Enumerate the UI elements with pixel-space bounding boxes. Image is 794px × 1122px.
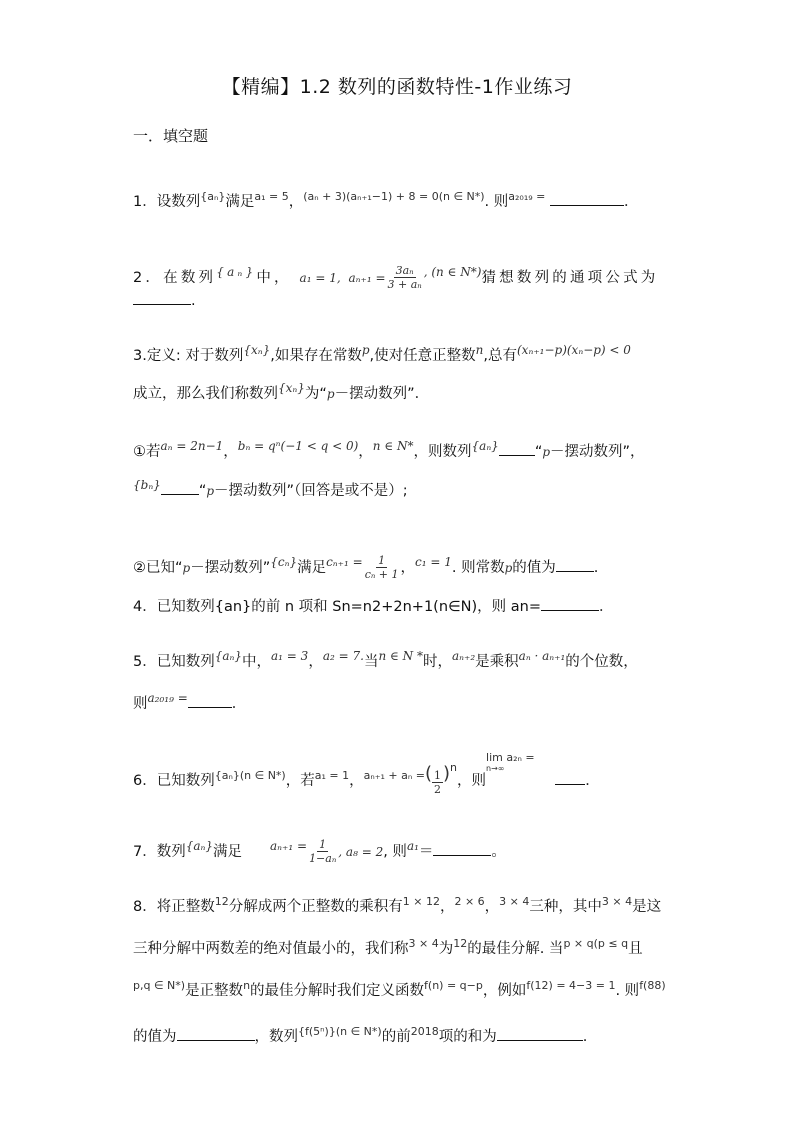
- q2-text: 2．在数列: [133, 269, 217, 286]
- q3-text: 的值为: [512, 559, 556, 576]
- q3-text: “: [534, 443, 543, 460]
- q3-text: 成立，那么我们称数列: [133, 385, 278, 402]
- q8-formula: 2 × 6: [454, 895, 485, 908]
- q6-text: 6．已知数列: [133, 772, 215, 789]
- q7-formula: , a₈ = 2: [338, 844, 384, 859]
- q7-formula: a₁: [406, 839, 419, 853]
- q6-formula: a₁ = 1: [314, 769, 350, 782]
- q3-formula: {xₙ}: [278, 381, 305, 395]
- q6-formula: {aₙ}: [214, 769, 240, 782]
- q8-formula: {f(5ⁿ)}(n ∈ N*): [298, 1025, 382, 1038]
- q3-formula: n ∈ N*: [372, 439, 414, 453]
- question-5-line-1: [133, 646, 638, 672]
- q3-text: ,使对任意正整数: [369, 347, 476, 364]
- q5-text: 则: [133, 695, 148, 712]
- q8-formula: f(88): [639, 979, 666, 992]
- q4-text: ．: [598, 599, 614, 615]
- q3-formula: p: [206, 483, 215, 498]
- q1-formula-seq: {aₙ}: [200, 190, 226, 203]
- q7-fraction-denominator: 1−aₙ: [309, 852, 337, 866]
- answer-blank-q4[interactable]: [541, 596, 599, 611]
- q6-fraction-denominator: 2: [434, 783, 441, 796]
- q8-formula: 3 × 4: [408, 937, 439, 950]
- q2-formula-seq: {aₙ}: [216, 265, 257, 279]
- q6-fraction: [432, 769, 443, 796]
- q8-formula: 12: [453, 937, 468, 950]
- q5-text: ．: [231, 695, 247, 712]
- q3-formula: {bₙ}: [133, 478, 161, 492]
- q5-text: 的个位数，: [565, 653, 638, 670]
- q3-text: “: [198, 482, 207, 499]
- q2-text: .: [191, 293, 196, 309]
- q2-formula-recurrence: aₙ₊₁ =: [348, 270, 386, 285]
- q3-formula: p: [504, 560, 513, 575]
- question-3-part-1: [133, 436, 645, 462]
- q5-formula: a₁ = 3: [271, 649, 309, 663]
- q8-text: 的前: [381, 1028, 411, 1045]
- answer-blank-q3-c[interactable]: [556, 557, 594, 572]
- q3-formula: aₙ = 2n−1: [160, 439, 224, 453]
- q8-text: 是这: [632, 898, 662, 915]
- q2-formula-a1: a₁ = 1,: [299, 270, 341, 285]
- q6-formula: (n ∈ N*): [239, 769, 286, 782]
- q3-text: ，: [358, 443, 373, 460]
- q2-fraction-numerator: 3aₙ: [395, 264, 414, 278]
- q8-text: 为: [438, 940, 454, 957]
- q8-text: 项的和为: [438, 1028, 497, 1045]
- q3-text: －摆动数列”（回答是或不是）;: [214, 482, 408, 499]
- q7-text: 7．数列: [133, 843, 186, 860]
- q7-fraction-numerator: 1: [319, 838, 327, 852]
- q1-formula-recurrence: (aₙ + 3)(aₙ₊₁−1) + 8 = 0(n ∈ N*): [303, 190, 485, 203]
- q1-formula-target: a₂₀₁₉ =: [508, 190, 546, 203]
- q3-text: －摆动数列”．: [334, 385, 430, 402]
- question-3-line-2: [133, 378, 429, 404]
- q3-text: 为“: [304, 385, 327, 402]
- q1-text: ，: [288, 193, 304, 210]
- q3-text: －摆动数列”，: [550, 443, 645, 460]
- q3-formula: {xₙ}: [243, 343, 271, 357]
- q8-formula: f(12) = 4−3 = 1: [526, 979, 616, 992]
- q8-text: 的最佳分解. 当: [467, 940, 564, 957]
- q8-text: 8．将正整数: [133, 898, 215, 915]
- q6-formula: aₙ₊₁ + aₙ =: [363, 769, 425, 782]
- q3-text: ，: [223, 443, 238, 460]
- q6-formula-limit-sub: n→∞: [486, 764, 505, 773]
- answer-blank-q6[interactable]: [555, 770, 585, 785]
- q8-text: 三种分解中两数差的绝对值最小的，我们称: [133, 940, 409, 957]
- question-6: 6．已知数列$^{\{a_n\}(n \in N*)}$，若$^{a_1 = 1}$，$^{a_{n+1} + a_n =}$( $\frac{1}{2}$ )$^n$，则 lim a₂ₙ = n→∞ ．: [133, 751, 600, 796]
- q6-formula: n: [450, 761, 458, 774]
- q3-text: .: [593, 559, 599, 576]
- q3-fraction-denominator: cₙ + 1: [364, 568, 399, 582]
- question-3-part-2: [133, 552, 598, 581]
- q6-formula-limit: lim a₂ₙ =: [486, 751, 535, 764]
- q6-limit: [486, 752, 535, 774]
- q3-text: ，则数列: [413, 443, 472, 460]
- q3-formula-condition: (xₙ₊₁−p)(xₙ−p) < 0: [517, 343, 631, 357]
- q3-formula: {cₙ}: [270, 555, 298, 569]
- q8-formula: 3 × 4: [601, 895, 633, 908]
- q2-text: 猜想数列的通项公式为: [481, 269, 659, 286]
- q3-fraction: [363, 554, 401, 581]
- q7-fraction: [307, 838, 338, 865]
- question-8-line-4: [133, 1022, 587, 1047]
- q5-formula: a₂₀₁₉ =: [147, 691, 188, 705]
- q1-text: 满足: [225, 193, 255, 210]
- q3-text: . 则常数: [451, 559, 505, 576]
- q3-text: ,总有: [483, 347, 517, 364]
- q3-text: ②已知“: [133, 559, 183, 576]
- q5-text: 5．已知数列: [133, 653, 215, 670]
- q8-text: ，: [439, 898, 455, 915]
- q8-text: ，例如: [482, 982, 527, 999]
- answer-blank-q1[interactable]: [550, 191, 624, 206]
- q1-text: . 则: [484, 193, 509, 210]
- q8-text: 三种，其中: [529, 898, 602, 915]
- q3-text: 3.定义: 对于数列: [133, 347, 244, 364]
- answer-blank-q3-a[interactable]: [499, 441, 535, 456]
- q6-text: ，若: [285, 772, 315, 789]
- question-3-part-1b: [133, 475, 408, 501]
- q4-text: 4．已知数列{an}的前 n 项和 Sn=n2+2n+1(n∈N)，则 an=: [133, 599, 541, 615]
- q5-text: 中，: [242, 653, 272, 670]
- q5-text: 时，: [423, 653, 452, 670]
- q8-formula: f(n) = q−p: [424, 979, 483, 992]
- q7-formula: {aₙ}: [185, 839, 214, 853]
- q3-text: ①若: [133, 443, 161, 460]
- q6-text: ，则: [457, 772, 487, 789]
- q3-fraction-numerator: 1: [378, 554, 386, 568]
- q8-formula: 3 × 4: [499, 895, 530, 908]
- q3-formula: p: [182, 560, 191, 575]
- q1-text: 1．设数列: [133, 193, 201, 210]
- q7-text: , 则: [383, 843, 407, 860]
- q8-text: 分解成两个正整数的乘积有: [228, 898, 403, 915]
- q8-text: 是正整数: [185, 982, 244, 999]
- q3-text: 满足: [297, 559, 327, 576]
- q6-text: ．: [585, 772, 600, 789]
- q8-formula: p × q(p ≤ q: [563, 937, 629, 950]
- q7-text: 。: [491, 843, 506, 860]
- q5-formula: {aₙ}: [214, 649, 243, 663]
- section-heading: 一．填空题: [133, 127, 209, 145]
- q8-text: 的最佳分解时我们定义函数: [250, 982, 425, 999]
- q2-fraction-denominator: 3 + aₙ: [387, 278, 422, 292]
- question-8-line-2: [133, 934, 643, 959]
- q8-formula: 2018: [410, 1025, 439, 1038]
- q5-formula: aₙ · aₙ₊₁: [518, 649, 566, 663]
- q8-text: ，数列: [254, 1028, 298, 1045]
- q8-text: .: [582, 1028, 588, 1045]
- question-2: [133, 262, 658, 291]
- q3-text: －摆动数列”: [190, 559, 271, 576]
- q8-text: ，: [484, 898, 500, 915]
- q2-text: 中，: [256, 269, 292, 286]
- q6-text: ，: [349, 772, 364, 789]
- answer-blank-q8-b[interactable]: [497, 1026, 583, 1041]
- answer-blank-q7[interactable]: [433, 841, 491, 856]
- question-1: [133, 187, 638, 212]
- q7-formula: aₙ₊₁ =: [270, 839, 308, 853]
- q2-fraction: [386, 264, 424, 291]
- q3-formula: bₙ = qⁿ(−1 < q < 0): [237, 439, 359, 453]
- q8-text: 的值为: [133, 1028, 177, 1045]
- q5-formula: aₙ₊₂: [452, 649, 476, 663]
- q3-formula: p: [542, 444, 551, 459]
- q3-formula: p: [326, 386, 335, 401]
- q5-formula: n ∈ N *: [378, 649, 423, 663]
- q8-text: 且: [628, 940, 643, 957]
- q3-text: ，: [400, 559, 416, 576]
- q3-formula: cₙ₊₁ =: [326, 555, 363, 569]
- q7-text: ＝: [418, 843, 434, 860]
- q8-text: . 则: [615, 982, 640, 999]
- question-4: [133, 596, 613, 617]
- question-8-line-3: [133, 976, 666, 1001]
- q5-text: ，: [308, 653, 323, 670]
- question-3-line-1: [133, 340, 631, 366]
- q3-formula: {aₙ}: [471, 439, 499, 453]
- question-2-answer-line: [133, 290, 196, 311]
- q5-text: 是乘积: [475, 653, 519, 670]
- question-5-line-2: [133, 688, 246, 714]
- answer-blank-q2[interactable]: [133, 290, 191, 305]
- q1-text: ．: [623, 193, 639, 210]
- answer-blank-q5[interactable]: [188, 693, 232, 708]
- q1-formula-a1: a₁ = 5: [254, 190, 289, 203]
- q3-formula: c₁ = 1: [415, 555, 452, 569]
- question-7: [133, 836, 506, 865]
- question-8-line-1: [133, 892, 661, 917]
- answer-blank-q3-b[interactable]: [161, 480, 199, 495]
- q6-fraction-numerator: 1: [434, 769, 441, 782]
- q8-formula: 12: [214, 895, 229, 908]
- q2-formula-domain: , (n ∈ N*): [423, 265, 482, 279]
- q7-text: 满足: [213, 843, 243, 860]
- q5-text: 当: [363, 653, 379, 670]
- q8-formula: n: [243, 979, 251, 992]
- q5-formula: a₂ = 7.: [322, 649, 364, 663]
- q8-formula: 1 × 12: [402, 895, 440, 908]
- q3-formula: n: [475, 343, 484, 357]
- q8-formula: p,q ∈ N*): [133, 979, 186, 992]
- q3-text: ,如果存在常数: [270, 347, 362, 364]
- page-title: 【精编】1.2 数列的函数特性-1作业练习: [221, 76, 573, 98]
- answer-blank-q8-a[interactable]: [177, 1026, 255, 1041]
- q3-formula: p: [361, 343, 370, 357]
